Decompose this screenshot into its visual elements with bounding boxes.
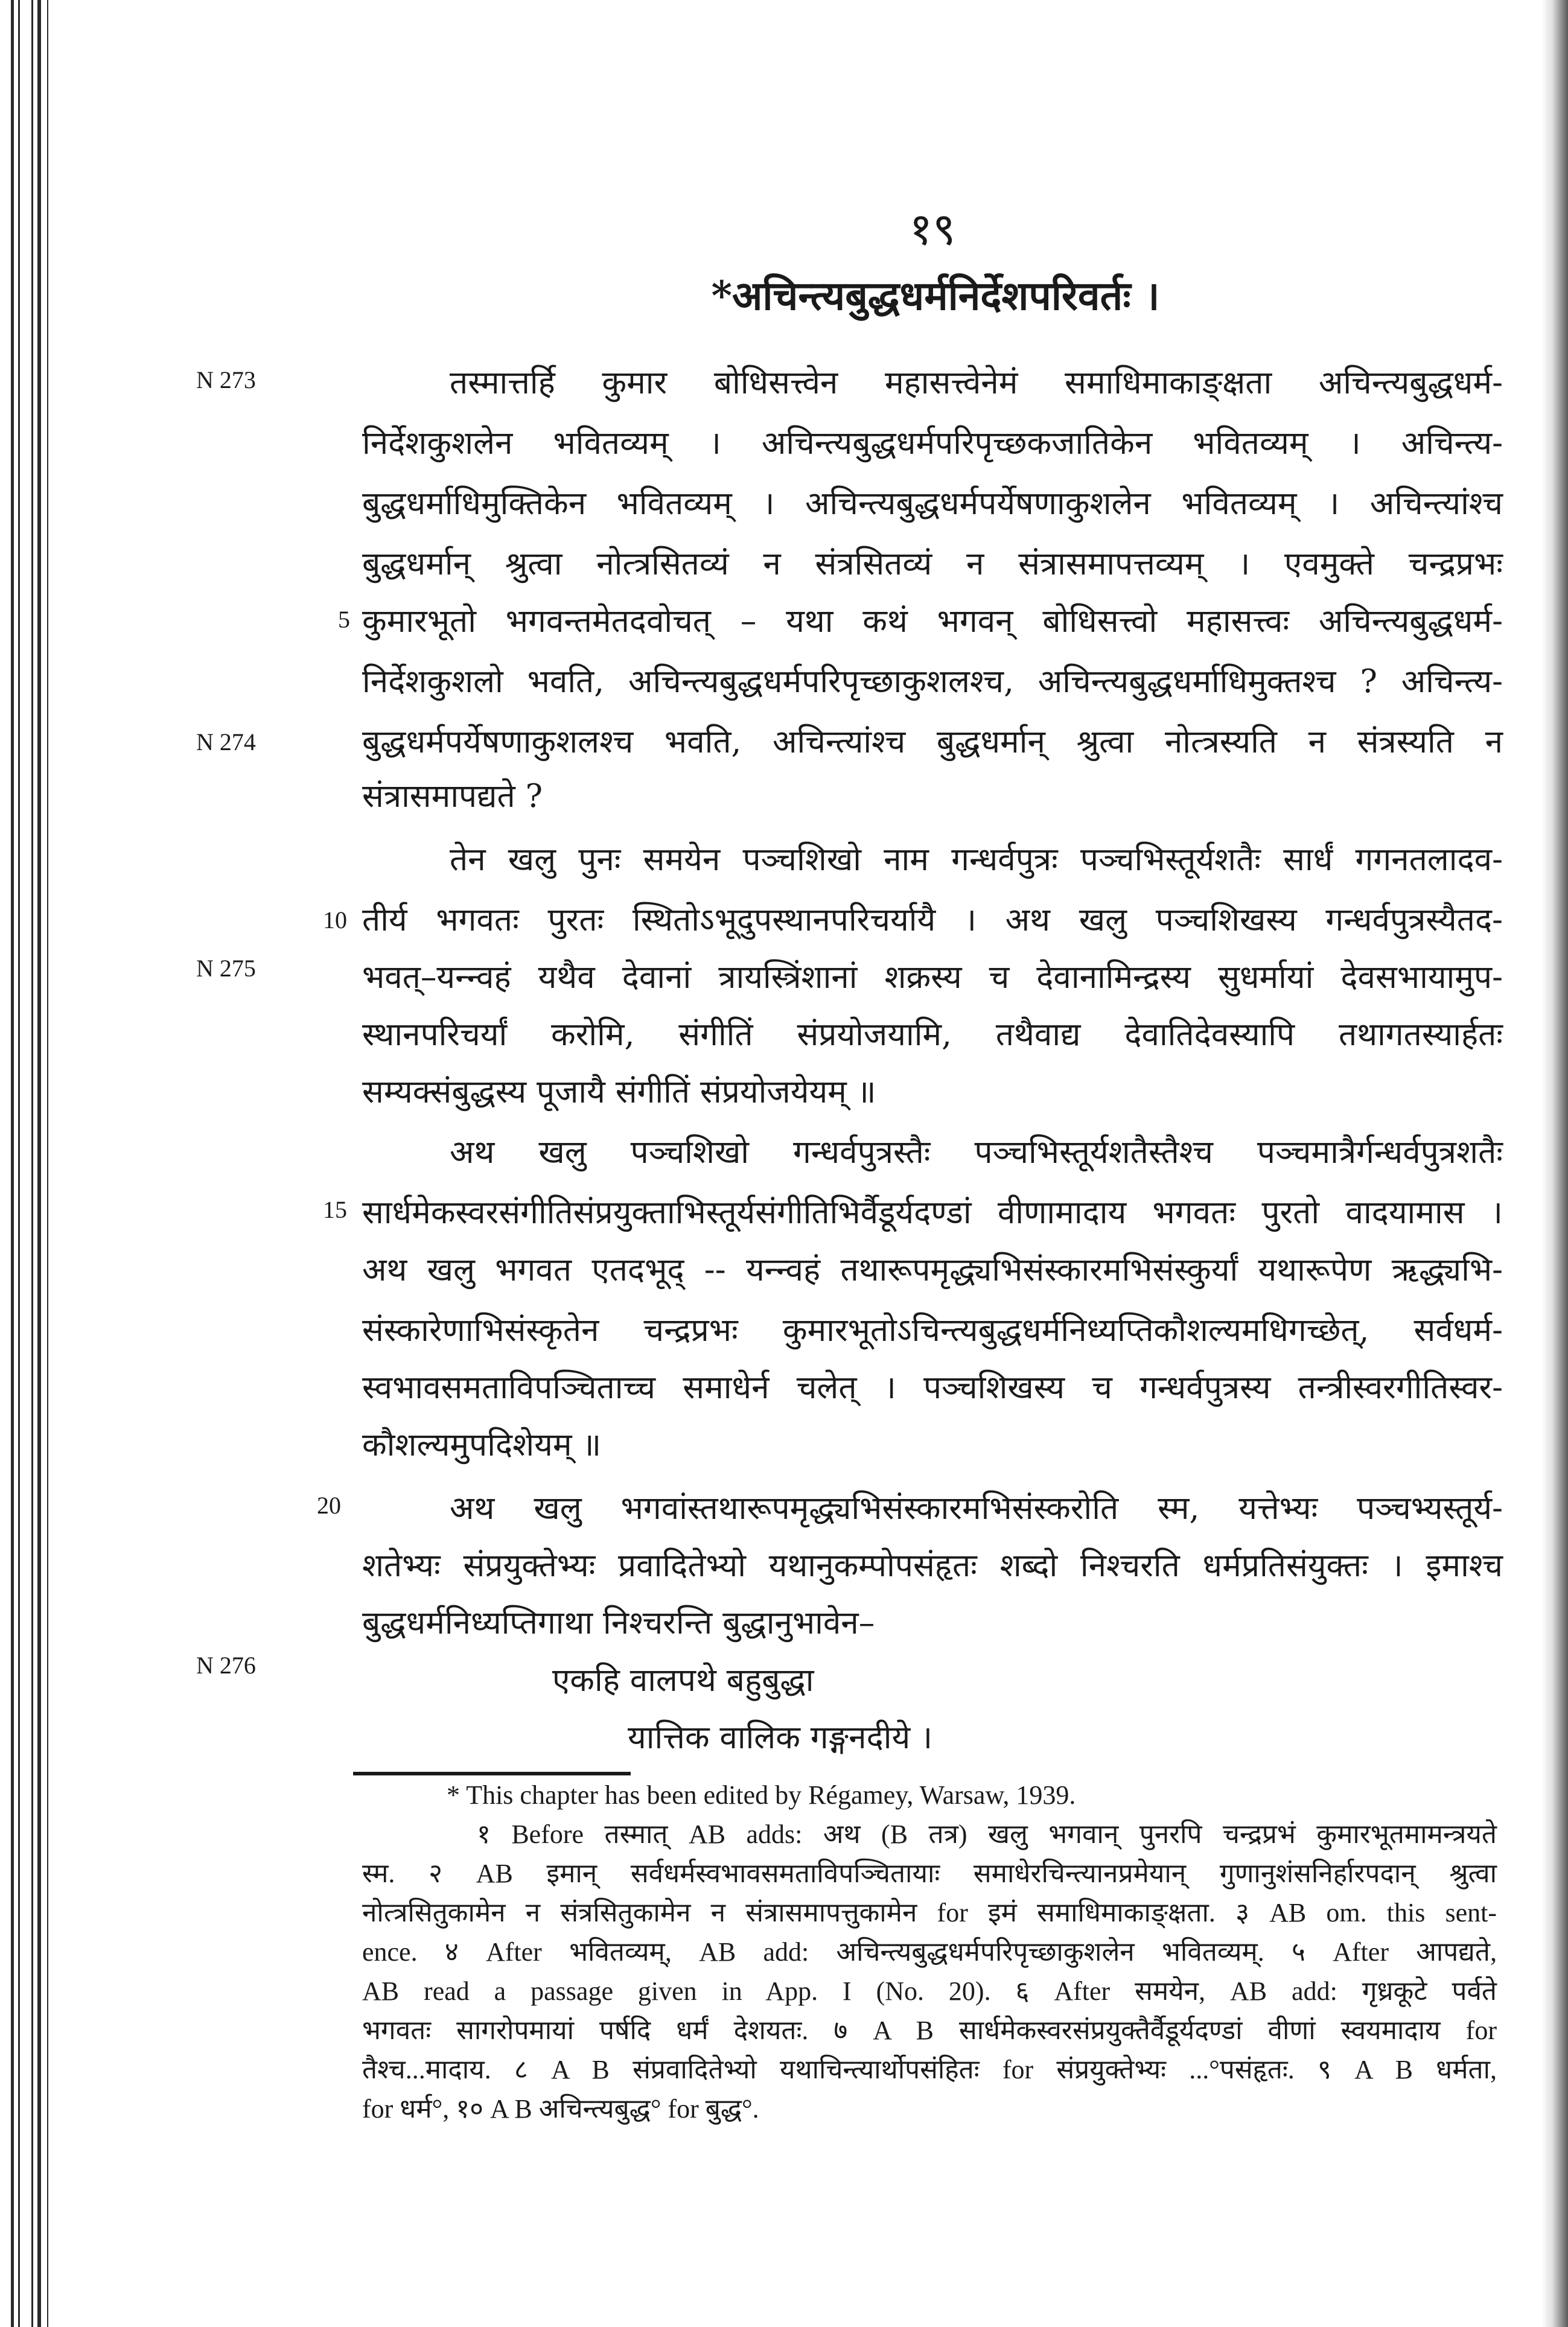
text-line: संस्कारेणाभिसंस्कृतेन चन्द्रप्रभः कुमारभूतोऽचिन्त्यबुद्धधर्मनिध्यप्तिकौशल्यमधिगच्छेत्, सर्वधर्म-	[362, 1312, 1503, 1349]
footnote: नोत्त्रसितुकामेन न संत्रसितुकामेन न संत्रासमापत्तुकामेन for इमं समाधिमाकाङ्क्षता. ३ AB om. this sent-	[362, 1898, 1497, 1927]
text-line: अथ खलु भगवत एतदभूद् -- यन्न्वहं तथारूपमृद्ध्यभिसंस्कारमभिसंस्कुर्यां यथारूपेण ऋद्ध्यभि-	[362, 1252, 1503, 1288]
text-line: तस्मात्तर्हि कुमार बोधिसत्त्वेन महासत्त्वेनेमं समाधिमाकाङ्क्षता अचिन्त्यबुद्धधर्म-	[450, 364, 1503, 401]
footnote-rule	[353, 1772, 631, 1775]
line-number: 20	[317, 1492, 341, 1519]
binding-edge	[0, 0, 57, 2327]
page-number: १९	[909, 203, 956, 255]
text-line: बुद्धधर्मपर्येषणाकुशलश्च भवति, अचिन्त्यांश्च बुद्धधर्मान् श्रुत्वा नोत्त्रस्यति न संत्रस्यति न	[362, 724, 1503, 760]
footnote: भगवतः सागरोपमायां पर्षदि धर्मं देशयतः. ७ A B सार्धमेकस्वरसंप्रयुक्तैर्वैडूर्यदण्डां वीणां स्वयमादाय for	[362, 2016, 1497, 2045]
margin-ref: N 274	[196, 728, 256, 756]
footnote: १ Before तस्मात् AB adds: अथ (B तत्र) खलु भगवान् पुनरपि चन्द्रप्रभं कुमारभूतमामन्त्रयते	[477, 1819, 1497, 1849]
text-line: अथ खलु भगवांस्तथारूपमृद्ध्यभिसंस्कारमभिसंस्करोति स्म, यत्तेभ्यः पञ्चभ्यस्तूर्य-	[450, 1490, 1503, 1527]
text-line: सार्धमेकस्वरसंगीतिसंप्रयुक्ताभिस्तूर्यसंगीतिभिर्वैडूर्यदण्डां वीणामादाय भगवतः पुरतो वादयामास ।	[362, 1194, 1503, 1231]
margin-ref: N 276	[196, 1652, 256, 1679]
text-line: निर्देशकुशलेन भवितव्यम् । अचिन्त्यबुद्धधर्मपरिपृच्छकजातिकेन भवितव्यम् । अचिन्त्य-	[362, 425, 1503, 462]
text-line: सम्यक्संबुद्धस्य पूजायै संगीतिं संप्रयोजयेयम् ॥	[362, 1074, 876, 1110]
text-line: स्थानपरिचर्यां करोमि, संगीतिं संप्रयोजयामि, तथैवाद्य देवातिदेवस्यापि तथागतस्यार्हतः	[362, 1016, 1503, 1053]
page-edge-shadow	[1541, 0, 1568, 2327]
verse-line: एकहि वालपथे बहुबुद्धा	[552, 1662, 814, 1699]
line-number: 10	[323, 906, 347, 934]
footnote: * This chapter has been edited by Régamey, Warsaw, 1939.	[447, 1780, 1076, 1810]
binding-line	[47, 0, 48, 2327]
footnote: for धर्म°, १० A B अचिन्त्यबुद्ध° for बुद्ध°.	[362, 2094, 759, 2124]
text-line: बुद्धधर्मनिध्यप्तिगाथा निश्चरन्ति बुद्धानुभावेन–	[362, 1605, 875, 1641]
verse-line: यात्तिक वालिक गङ्गनदीये ।	[628, 1719, 933, 1756]
text-line: अथ खलु पञ्चशिखो गन्धर्वपुत्रस्तैः पञ्चभिस्तूर्यशतैस्तैश्च पञ्चमात्रैर्गन्धर्वपुत्रशतैः	[450, 1134, 1503, 1171]
line-number: 5	[338, 606, 350, 633]
binding-line	[11, 0, 14, 2327]
footnote: स्म. २ AB इमान् सर्वधर्मस्वभावसमताविपञ्चितायाः समाधेरचिन्त्यानप्रमेयान् गुणानुशंसनिर्हारपदान् श्रुत्वा	[362, 1859, 1497, 1888]
footnote: तैश्च...मादाय. ८ A B संप्रवादितेभ्यो यथाचिन्त्यार्थोपसंहितः for संप्रयुक्तेभ्यः ...°पसंहृतः. ९ A B धर्मता,	[362, 2055, 1497, 2084]
text-line: बुद्धधर्मान् श्रुत्वा नोत्त्रसितव्यं न संत्रसितव्यं न संत्रासमापत्तव्यम् । एवमुक्ते चन्द्रप्रभः	[362, 546, 1503, 582]
text-line: कुमारभूतो भगवन्तमेतदवोचत् – यथा कथं भगवन् बोधिसत्त्वो महासत्त्वः अचिन्त्यबुद्धधर्म-	[362, 603, 1503, 640]
margin-ref: N 273	[196, 366, 256, 393]
binding-line	[37, 0, 41, 2327]
text-line: कौशल्यमुपदिशेयम् ॥	[362, 1427, 602, 1463]
footnote: ence. ४ After भवितव्यम्, AB add: अचिन्त्यबुद्धधर्मपरिपृच्छाकुशलेन भवितव्यम्. ५ After आपद्यते,	[362, 1937, 1497, 1967]
text-line: तीर्य भगवतः पुरतः स्थितोऽभूदुपस्थानपरिचर्यायै । अथ खलु पञ्चशिखस्य गन्धर्वपुत्रस्यैतद-	[362, 902, 1503, 938]
margin-ref: N 275	[196, 955, 256, 982]
footnote: AB read a passage given in App. I (No. 20). ६ After समयेन, AB add: गृध्रकूटे पर्वते	[362, 1976, 1497, 2006]
binding-line	[31, 0, 33, 2327]
line-number: 15	[323, 1196, 347, 1223]
chapter-title: *अचिन्त्यबुद्धधर्मनिर्देशपरिवर्तः ।	[711, 272, 1160, 319]
binding-line	[18, 0, 20, 2327]
text-line: निर्देशकुशलो भवति, अचिन्त्यबुद्धधर्मपरिपृच्छाकुशलश्च, अचिन्त्यबुद्धधर्माधिमुक्तश्च ? अचिन्त्य-	[362, 663, 1503, 700]
text-line: स्वभावसमताविपञ्चिताच्च समाधेर्न चलेत् । पञ्चशिखस्य च गन्धर्वपुत्रस्य तन्त्रीस्वरगीतिस्वर-	[362, 1369, 1503, 1406]
text-line: संत्रासमापद्यते ?	[362, 778, 543, 815]
text-line: बुद्धधर्माधिमुक्तिकेन भवितव्यम् । अचिन्त्यबुद्धधर्मपर्येषणाकुशलेन भवितव्यम् । अचिन्त्यांश्च	[362, 485, 1503, 522]
text-line: भवत्–यन्न्वहं यथैव देवानां त्रायस्त्रिंशानां शक्रस्य च देवानामिन्द्रस्य सुधर्मायां देवसभायामुप-	[362, 959, 1503, 996]
text-line: शतेभ्यः संप्रयुक्तेभ्यः प्रवादितेभ्यो यथानुकम्पोपसंहृतः शब्दो निश्चरति धर्मप्रतिसंयुक्तः । इमाश्च	[362, 1547, 1503, 1584]
text-line: तेन खलु पुनः समयेन पञ्चशिखो नाम गन्धर्वपुत्रः पञ्चभिस्तूर्यशतैः सार्धं गगनतलादव-	[450, 841, 1503, 878]
